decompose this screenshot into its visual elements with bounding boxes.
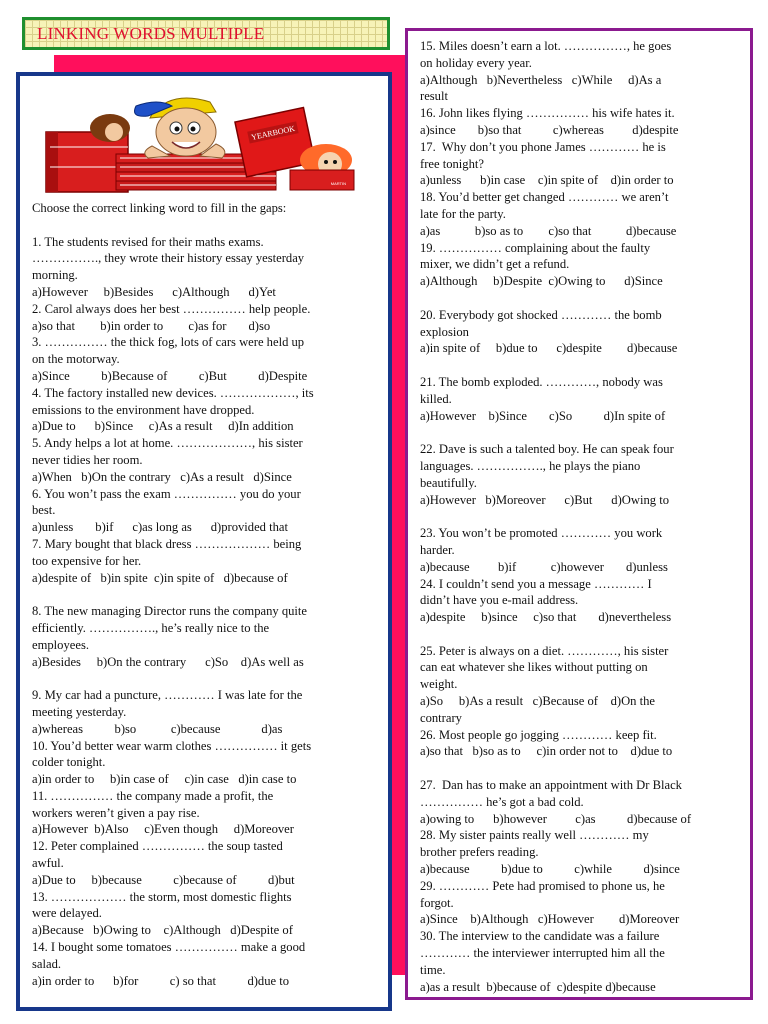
blank-line: [32, 670, 380, 687]
text-line: mixer, we didn’t get a refund.: [420, 257, 570, 272]
text-line: time.: [420, 962, 446, 977]
text-line: 9. My car had a puncture, ………… I was late for the: [32, 688, 303, 703]
text-line: emissions to the environment have dropped.: [32, 402, 255, 417]
text-line: harder.: [420, 542, 455, 557]
text-line: never tidies her room.: [32, 452, 143, 467]
text-line: a)unless b)if c)as long as d)provided that: [32, 520, 289, 535]
text-line: 7. Mary bought that black dress ……………… being: [32, 536, 302, 551]
text-line: a)so that b)in order to c)as for d)so: [32, 318, 271, 333]
text-line: 14. I bought some tomatoes …………… make a good: [32, 940, 306, 955]
text-line: contrary: [420, 710, 462, 725]
text-line: morning.: [32, 268, 78, 283]
text-line: forgot.: [420, 895, 454, 910]
text-line: a)So b)As a result c)Because of d)On the: [420, 694, 656, 709]
text-line: 17. Why don’t you phone James ………… he is: [420, 139, 666, 154]
kid-with-books-illustration: [40, 92, 360, 196]
text-line: workers weren’t given a pay rise.: [32, 805, 200, 820]
text-line: a)because b)due to c)while d)since: [420, 862, 680, 877]
text-line: 18. You’d better get changed ………… we aren’t: [420, 190, 669, 205]
text-line: late for the party.: [420, 206, 506, 221]
text-line: ……………., they wrote their history essay yesterday: [32, 251, 305, 266]
text-line: 3. …………… the thick fog, lots of cars were held up: [32, 335, 305, 350]
text-line: 12. Peter complained …………… the soup tasted: [32, 839, 283, 854]
text-line: a)Besides b)On the contrary c)So d)As well as: [32, 654, 304, 669]
text-line: 22. Dave is such a talented boy. He can speak four: [420, 442, 674, 457]
blank-line: [420, 424, 745, 441]
pink-decor-band: [54, 55, 409, 72]
text-line: a)However b)Besides c)Although d)Yet: [32, 284, 276, 299]
text-line: meeting yesterday.: [32, 704, 127, 719]
text-line: a)because b)if c)however d)unless: [420, 559, 668, 574]
blank-line: [420, 626, 745, 643]
text-line: were delayed.: [32, 906, 102, 921]
text-line: beautifully.: [420, 475, 477, 490]
text-line: salad.: [32, 956, 62, 971]
text-line: a)so that b)so as to c)in order not to d)due to: [420, 744, 673, 759]
title-banner: [22, 17, 390, 50]
text-line: a)despite of b)in spite c)in spite of d)because of: [32, 570, 288, 585]
text-line: a)unless b)in case c)in spite of d)in order to: [420, 173, 674, 188]
blank-line: [32, 586, 380, 603]
text-line: a)However b)Moreover c)But d)Owing to: [420, 492, 670, 507]
text-line: result: [420, 89, 448, 104]
text-line: a)owing to b)however c)as d)because of: [420, 811, 692, 826]
text-line: 16. John likes flying …………… his wife hates it.: [420, 106, 675, 121]
text-line: colder tonight.: [32, 755, 106, 770]
text-line: 5. Andy helps a lot at home. ………………, his sister: [32, 436, 303, 451]
text-line: ………… the interviewer interrupted him all the: [420, 946, 665, 961]
text-line: employees.: [32, 637, 90, 652]
text-line: a)However b)Also c)Even though d)Moreover: [32, 822, 294, 837]
left-questions-column: [32, 200, 380, 989]
text-line: a)Due to b)because c)because of d)but: [32, 872, 295, 887]
text-line: a)since b)so that c)whereas d)despite: [420, 122, 679, 137]
text-line: a)whereas b)so c)because d)as: [32, 721, 283, 736]
text-line: languages. ……………., he plays the piano: [420, 458, 641, 473]
text-line: on the motorway.: [32, 352, 120, 367]
text-line: 2. Carol always does her best …………… help people.: [32, 301, 311, 316]
text-line: a)Due to b)Since c)As a result d)In addition: [32, 419, 294, 434]
text-line: weight.: [420, 677, 458, 692]
text-line: a)Since b)Although c)However d)Moreover: [420, 912, 680, 927]
text-line: didn’t have you e-mail address.: [420, 593, 579, 608]
text-line: can eat whatever she likes without putting on: [420, 660, 648, 675]
text-line: 20. Everybody got shocked ………… the bomb: [420, 307, 662, 322]
right-questions-column: [420, 38, 745, 995]
text-line: 11. …………… the company made a profit, the: [32, 788, 274, 803]
right-panel: [405, 28, 753, 1000]
book-small-label: MARTIN: [330, 181, 346, 186]
blank-line: [420, 508, 745, 525]
text-line: 21. The bomb exploded. …………, nobody was: [420, 374, 663, 389]
text-line: best.: [32, 503, 56, 518]
blank-line: [420, 357, 745, 374]
text-line: 10. You’d better wear warm clothes …………… it gets: [32, 738, 312, 753]
left-panel: [16, 72, 392, 1011]
text-line: a)in order to b)for c) so that d)due to: [32, 973, 290, 988]
text-line: efficiently. ……………., he’s really nice to the: [32, 620, 270, 635]
text-line: on holiday every year.: [420, 55, 532, 70]
text-line: a)despite b)since c)so that d)nevertheless: [420, 610, 672, 625]
text-line: a)When b)On the contrary c)As a result d)Since: [32, 469, 292, 484]
text-line: a)as a result b)because of c)despite d)because: [420, 979, 656, 994]
text-line: 23. You won’t be promoted ………… you work: [420, 526, 663, 541]
page-title: LINKING WORDS MULTIPLE: [37, 24, 265, 43]
text-line: 13. ……………… the storm, most domestic flights: [32, 889, 292, 904]
blank-line: [420, 760, 745, 777]
blank-line: [420, 290, 745, 307]
text-line: 19. …………… complaining about the faulty: [420, 240, 651, 255]
text-line: a)Although b)Despite c)Owing to d)Since: [420, 274, 663, 289]
text-line: explosion: [420, 324, 469, 339]
text-line: 29. ………… Pete had promised to phone us, he: [420, 878, 665, 893]
text-line: 27. Dan has to make an appointment with Dr Black: [420, 778, 682, 793]
text-line: a)in order to b)in case of c)in case d)in case to: [32, 772, 297, 787]
text-line: a)Although b)Nevertheless c)While d)As a: [420, 72, 662, 87]
blank-line: [32, 217, 380, 234]
text-line: 24. I couldn’t send you a message ………… I: [420, 576, 652, 591]
text-line: a)Since b)Because of c)But d)Despite: [32, 368, 308, 383]
text-line: 28. My sister paints really well ………… my: [420, 828, 649, 843]
yearbook-label: YEARBOOK: [250, 123, 296, 142]
text-line: too expensive for her.: [32, 553, 142, 568]
text-line: a)Because b)Owing to c)Although d)Despite of: [32, 923, 293, 938]
text-line: free tonight?: [420, 156, 484, 171]
text-line: awful.: [32, 856, 64, 871]
text-line: 6. You won’t pass the exam …………… you do your: [32, 486, 301, 501]
text-line: 26. Most people go jogging ………… keep fit.: [420, 727, 657, 742]
text-line: 30. The interview to the candidate was a failure: [420, 929, 660, 944]
text-line: a)as b)so as to c)so that d)because: [420, 223, 677, 238]
text-line: killed.: [420, 391, 452, 406]
text-line: 1. The students revised for their maths exams.: [32, 234, 264, 249]
text-line: …………… he’s got a bad cold.: [420, 794, 584, 809]
text-line: 4. The factory installed new devices. ………………, its: [32, 385, 314, 400]
text-line: a)in spite of b)due to c)despite d)because: [420, 341, 678, 356]
text-line: a)However b)Since c)So d)In spite of: [420, 408, 666, 423]
text-line: 15. Miles doesn’t earn a lot. ……………, he goes: [420, 39, 672, 53]
text-line: Choose the correct linking word to fill in the gaps:: [32, 201, 287, 215]
text-line: brother prefers reading.: [420, 845, 539, 860]
text-line: 25. Peter is always on a diet. …………, his sister: [420, 643, 669, 658]
text-line: 8. The new managing Director runs the company quite: [32, 604, 308, 619]
